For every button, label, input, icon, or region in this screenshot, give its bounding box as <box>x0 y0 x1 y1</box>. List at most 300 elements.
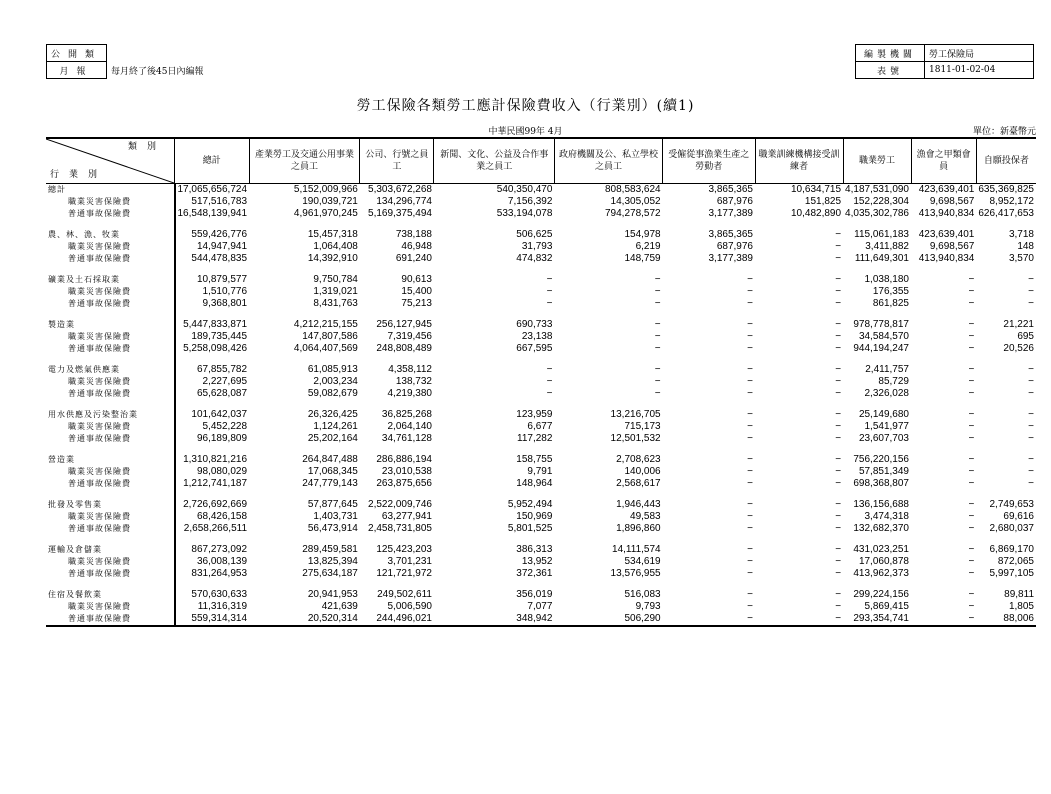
table-cell: 121,721,972 <box>376 568 432 579</box>
table-cell: 5,997,105 <box>989 568 1034 579</box>
spacer-cell <box>175 535 1037 544</box>
table-cell: − <box>747 568 753 579</box>
spacer-row <box>46 400 1036 409</box>
corner-header <box>46 138 175 184</box>
table-cell: − <box>747 523 753 534</box>
table-cell: 98,080,029 <box>175 466 250 478</box>
table-cell: − <box>835 466 842 477</box>
table-cell: − <box>968 556 975 567</box>
table-cell: − <box>968 343 975 354</box>
currency-unit: 單位：新臺幣元 <box>972 127 1036 137</box>
table-cell: − <box>968 409 975 420</box>
table-cell: 68,426,158 <box>175 511 250 523</box>
table-cell: 423,639,401 <box>918 229 975 240</box>
table-cell: 2,749,653 <box>989 499 1034 510</box>
spacer-cell <box>175 265 1037 274</box>
table-cell: 190,039,721 <box>302 196 358 207</box>
table-cell: − <box>968 544 975 555</box>
table-cell: 57,877,645 <box>307 499 358 510</box>
table-cell: 9,698,567 <box>929 241 975 252</box>
column-header: 產業勞工及交通公用事業之員工 <box>249 138 360 184</box>
table-cell: 150,969 <box>516 511 553 522</box>
table-cell: 3,718 <box>1008 229 1034 240</box>
table-cell: 635,369,825 <box>978 184 1034 195</box>
table-row <box>46 241 1036 253</box>
table-cell: 134,296,774 <box>376 196 432 207</box>
column-header: 職業訓練機構接受訓練者 <box>755 138 843 184</box>
premium-type-label: 職業災害保險費 <box>68 332 131 341</box>
table-cell: − <box>835 556 842 567</box>
table-row <box>46 601 1036 613</box>
table-cell: 1,124,261 <box>313 421 358 432</box>
table-cell: − <box>968 523 975 534</box>
table-cell: − <box>1028 454 1034 465</box>
table-cell: 21,221 <box>1003 319 1034 330</box>
meta-value: 每月終了後45日內編報 <box>107 62 836 79</box>
spacer-cell <box>175 580 1037 589</box>
table-cell: − <box>747 298 753 309</box>
premium-type-label: 普通事故保險費 <box>68 479 131 488</box>
table-cell: 6,677 <box>527 421 553 432</box>
table-cell: − <box>968 364 975 375</box>
table-cell: − <box>835 376 842 387</box>
group-total-row <box>46 229 1036 241</box>
table-cell: 698,368,807 <box>853 478 909 489</box>
table-cell: 111,649,301 <box>854 253 909 264</box>
table-cell: 861,825 <box>872 298 909 309</box>
spacer-cell <box>46 310 175 319</box>
table-cell: 10,482,890 <box>790 208 842 219</box>
table-cell: 1,212,741,187 <box>175 478 250 490</box>
table-cell: 61,085,913 <box>307 364 358 375</box>
table-cell: − <box>654 274 661 285</box>
table-cell: 4,219,380 <box>387 388 432 399</box>
spacer-row <box>46 355 1036 364</box>
table-cell: − <box>1028 364 1034 375</box>
table-cell: − <box>968 466 975 477</box>
table-cell: − <box>546 298 553 309</box>
table-cell: 1,038,180 <box>864 274 909 285</box>
table-cell: 34,761,128 <box>381 433 432 444</box>
table-cell: 9,793 <box>635 601 661 612</box>
table-cell: − <box>747 319 753 330</box>
table-cell: 8,952,172 <box>989 196 1034 207</box>
table-cell: − <box>747 286 753 297</box>
table-cell: − <box>835 229 842 240</box>
table-cell: 31,793 <box>521 241 553 252</box>
table-cell: 9,750,784 <box>313 274 358 285</box>
table-cell: 944,194,247 <box>853 343 909 354</box>
table-cell: − <box>835 343 842 354</box>
table-cell: 286,886,194 <box>376 454 432 465</box>
table-cell: 3,570 <box>1008 253 1034 264</box>
table-cell: − <box>747 364 753 375</box>
table-cell: 386,313 <box>516 544 553 555</box>
table-cell: 148,759 <box>624 253 661 264</box>
table-cell: − <box>835 511 842 522</box>
table-cell: − <box>835 433 842 444</box>
table-cell: 474,832 <box>516 253 553 264</box>
table-cell: − <box>1028 376 1034 387</box>
table-cell: 695 <box>1017 331 1034 342</box>
premium-type-label: 普通事故保險費 <box>68 344 131 353</box>
table-cell: 2,522,009,746 <box>368 499 432 510</box>
premium-type-label: 職業災害保險費 <box>68 422 131 431</box>
table-cell: 2,726,692,669 <box>175 499 250 511</box>
table-cell: 101,642,037 <box>175 409 250 421</box>
table-cell: 808,583,624 <box>604 184 661 195</box>
table-cell: 14,947,941 <box>175 241 250 253</box>
table-cell: − <box>968 433 975 444</box>
premium-type-label: 職業災害保險費 <box>68 197 131 206</box>
table-cell: 1,064,408 <box>313 241 358 252</box>
spacer-row <box>46 445 1036 454</box>
table-cell: − <box>835 274 842 285</box>
table-cell: 57,851,349 <box>858 466 909 477</box>
table-row <box>46 388 1036 400</box>
table-cell: − <box>546 274 553 285</box>
table-cell: 570,630,633 <box>175 589 250 601</box>
table-cell: 738,188 <box>395 229 432 240</box>
meta-value: 1811-01-02-04 <box>925 62 1034 79</box>
group-total-row <box>46 319 1036 331</box>
spacer-cell <box>175 490 1037 499</box>
table-row <box>46 466 1036 478</box>
table-cell: 5,447,833,871 <box>175 319 250 331</box>
table-cell: − <box>835 601 842 612</box>
table-cell: − <box>747 331 753 342</box>
table-cell: 123,959 <box>516 409 553 420</box>
table-cell: − <box>1028 298 1034 309</box>
table-cell: − <box>654 286 661 297</box>
group-total-row <box>46 364 1036 376</box>
table-cell: 5,169,375,494 <box>368 208 432 219</box>
meta-key: 公開類 <box>47 45 107 62</box>
table-cell: 831,264,953 <box>175 568 250 580</box>
table-cell: − <box>835 544 842 555</box>
table-cell: − <box>835 253 842 264</box>
spacer-row <box>46 310 1036 319</box>
table-cell: 4,035,302,786 <box>845 208 909 219</box>
table-row <box>46 376 1036 388</box>
table-cell: 2,064,140 <box>387 421 432 432</box>
table-cell: 117,282 <box>517 433 553 444</box>
meta-key: 編製機關 <box>856 45 925 62</box>
industry-label: 用水供應及污染整治業 <box>48 410 138 419</box>
table-cell: − <box>835 286 842 297</box>
table-cell: 2,458,731,805 <box>368 523 432 534</box>
meta-left-table <box>46 44 835 79</box>
premium-type-label: 普通事故保險費 <box>68 209 131 218</box>
table-cell: 421,639 <box>321 601 358 612</box>
table-cell: 4,212,215,155 <box>293 319 358 330</box>
table-cell: − <box>654 319 661 330</box>
table-cell: − <box>1028 466 1034 477</box>
spacer-cell <box>46 220 175 229</box>
table-cell: 356,019 <box>516 589 553 600</box>
corner-category-label: 類別 <box>127 142 166 152</box>
premium-type-label: 普通事故保險費 <box>68 254 131 263</box>
meta-right-table <box>855 44 1034 79</box>
table-cell: − <box>968 454 975 465</box>
premium-type-label: 普通事故保險費 <box>68 389 131 398</box>
column-header: 自願投保者 <box>976 138 1036 184</box>
table-cell: 88,006 <box>976 613 1036 626</box>
meta-key: 表號 <box>856 62 925 79</box>
table-cell: − <box>1028 478 1034 489</box>
table-cell: − <box>546 388 553 399</box>
table-cell: 3,177,389 <box>708 253 753 264</box>
table-cell: 275,634,187 <box>302 568 358 579</box>
table-cell: 691,240 <box>395 253 432 264</box>
premium-type-label: 職業災害保險費 <box>68 377 131 386</box>
table-cell: − <box>1028 286 1034 297</box>
table-cell: 516,083 <box>624 589 661 600</box>
table-cell: − <box>747 499 753 510</box>
table-cell: 6,219 <box>635 241 661 252</box>
table-row <box>46 196 1036 208</box>
table-cell: 46,948 <box>401 241 432 252</box>
spacer-cell <box>175 400 1037 409</box>
table-cell: 540,350,470 <box>496 184 553 195</box>
table-cell: 1,310,821,216 <box>175 454 250 466</box>
table-cell: − <box>1028 274 1034 285</box>
premium-type-label: 普通事故保險費 <box>68 524 131 533</box>
table-cell: 506,290 <box>554 613 662 626</box>
table-cell: 147,807,586 <box>302 331 358 342</box>
table-cell: 125,423,203 <box>376 544 432 555</box>
table-cell: 36,825,268 <box>381 409 432 420</box>
premium-type-label: 職業災害保險費 <box>68 557 131 566</box>
table-cell: − <box>911 613 976 626</box>
table-cell: − <box>835 241 842 252</box>
table-cell: 25,149,680 <box>858 409 909 420</box>
table-cell: − <box>755 613 843 626</box>
table-cell: 75,213 <box>401 298 432 309</box>
industry-label: 礦業及土石採取業 <box>48 275 120 284</box>
table-row <box>46 331 1036 343</box>
table-cell: 2,658,266,511 <box>175 523 250 535</box>
table-cell: 23,138 <box>521 331 553 342</box>
table-cell: 2,411,757 <box>865 364 909 375</box>
table-cell: 140,006 <box>624 466 661 477</box>
column-header: 總計 <box>175 138 250 184</box>
table-cell: 533,194,078 <box>496 208 553 219</box>
table-cell: 9,791 <box>527 466 553 477</box>
spacer-cell <box>175 310 1037 319</box>
table-row <box>46 478 1036 490</box>
column-header: 職業勞工 <box>843 138 911 184</box>
table-cell: 132,682,370 <box>853 523 909 534</box>
table-row <box>46 421 1036 433</box>
group-total-row <box>46 274 1036 286</box>
table-cell: 7,156,392 <box>507 196 553 207</box>
table-cell: 687,976 <box>716 196 753 207</box>
table-cell: 13,952 <box>521 556 553 567</box>
table-row <box>46 433 1036 445</box>
table-cell: 56,473,914 <box>307 523 358 534</box>
table-cell: 244,496,021 <box>360 613 434 626</box>
table-cell: 23,010,538 <box>381 466 432 477</box>
table-cell: − <box>968 286 975 297</box>
group-total-row <box>46 544 1036 556</box>
table-cell: − <box>747 433 753 444</box>
table-cell: 17,068,345 <box>307 466 358 477</box>
table-cell: 1,896,860 <box>616 523 661 534</box>
table-cell: 14,392,910 <box>307 253 358 264</box>
table-cell: − <box>654 331 661 342</box>
table-cell: − <box>747 376 753 387</box>
table-cell: 85,729 <box>878 376 909 387</box>
header-row <box>46 138 1036 184</box>
table-cell: − <box>747 466 753 477</box>
table-cell: 2,568,617 <box>616 478 661 489</box>
table-cell: − <box>747 589 753 600</box>
table-cell: − <box>747 511 753 522</box>
table-cell: 2,708,623 <box>616 454 661 465</box>
table-cell: 2,326,028 <box>864 388 909 399</box>
table-cell: 2,003,234 <box>313 376 358 387</box>
spacer-cell <box>175 355 1037 364</box>
spacer-cell <box>46 400 175 409</box>
table-cell: 14,305,052 <box>610 196 661 207</box>
table-cell: 154,978 <box>624 229 661 240</box>
table-cell: 3,865,365 <box>708 184 753 195</box>
table-cell: − <box>654 343 661 354</box>
premium-type-label: 普通事故保險費 <box>46 613 175 626</box>
table-cell: 3,411,882 <box>865 241 909 252</box>
table-cell: 299,224,156 <box>853 589 909 600</box>
industry-label: 運輸及倉儲業 <box>48 545 102 554</box>
table-cell: 794,278,572 <box>604 208 661 219</box>
table-cell: 263,875,656 <box>376 478 432 489</box>
industry-label: 總計 <box>48 185 66 194</box>
table-cell: − <box>835 499 842 510</box>
table-cell: 9,698,567 <box>929 196 975 207</box>
meta-value <box>107 45 836 62</box>
table-cell: 867,273,092 <box>175 544 250 556</box>
table-cell: − <box>747 544 753 555</box>
table-cell: 5,869,415 <box>864 601 909 612</box>
premium-type-label: 職業災害保險費 <box>68 512 131 521</box>
table-cell: 559,426,776 <box>175 229 250 241</box>
page-title: 勞工保險各類勞工應計保險費收入（行業別）(續1) <box>356 98 695 114</box>
table-cell: − <box>968 319 975 330</box>
spacer-row <box>46 490 1036 499</box>
table-cell: − <box>835 331 842 342</box>
table-cell: 138,732 <box>395 376 432 387</box>
table-cell: 11,316,319 <box>175 601 250 613</box>
table-cell: 5,452,228 <box>175 421 250 433</box>
table-cell: 4,358,112 <box>388 364 432 375</box>
table-cell: 423,639,401 <box>918 184 975 195</box>
table-cell: 1,319,021 <box>313 286 358 297</box>
table-cell: 4,187,531,090 <box>845 184 909 195</box>
table-cell: − <box>747 478 753 489</box>
table-cell: 5,152,009,966 <box>293 184 358 195</box>
table-cell: 5,258,098,426 <box>175 343 250 355</box>
table-cell: 413,962,373 <box>853 568 909 579</box>
industry-label: 電力及燃氣供應業 <box>48 365 120 374</box>
report-period: 中華民國99年 4月 <box>488 127 563 137</box>
premium-type-label: 職業災害保險費 <box>68 467 131 476</box>
table-cell: 148 <box>1017 241 1034 252</box>
industry-label: 批發及零售業 <box>48 500 102 509</box>
table-cell: 3,474,318 <box>864 511 909 522</box>
premium-type-label: 普通事故保險費 <box>68 434 131 443</box>
table-cell: 14,111,574 <box>612 544 661 555</box>
table-cell: 248,808,489 <box>376 343 432 354</box>
table-cell: 13,825,394 <box>307 556 358 567</box>
table-cell: 1,541,977 <box>864 421 909 432</box>
table-row <box>46 556 1036 568</box>
table-cell: 17,060,878 <box>858 556 909 567</box>
table-cell: 59,082,679 <box>307 388 358 399</box>
table-cell: 2,680,037 <box>989 523 1034 534</box>
group-total-row <box>46 184 1036 197</box>
table-cell: − <box>654 376 661 387</box>
table-cell: 148,964 <box>516 478 553 489</box>
table-row <box>46 511 1036 523</box>
column-header: 受僱從事漁業生產之勞動者 <box>663 138 755 184</box>
table-cell: − <box>968 388 975 399</box>
table-cell: 13,576,955 <box>610 568 661 579</box>
table-cell: − <box>968 568 975 579</box>
industry-label: 住宿及餐飲業 <box>48 590 102 599</box>
table-row <box>46 523 1036 535</box>
table-cell: 115,061,183 <box>854 229 909 240</box>
industry-label: 營造業 <box>48 455 75 464</box>
table-cell: 189,735,445 <box>175 331 250 343</box>
spacer-row <box>46 220 1036 229</box>
table-cell: − <box>747 409 753 420</box>
table-row <box>46 253 1036 265</box>
industry-label: 農、林、漁、牧業 <box>48 230 120 239</box>
table-cell: − <box>747 601 753 612</box>
table-row <box>46 613 1036 626</box>
table-cell: 3,865,365 <box>708 229 753 240</box>
group-total-row <box>46 589 1036 601</box>
table-cell: − <box>1028 421 1034 432</box>
table-cell: − <box>835 589 842 600</box>
table-cell: − <box>747 388 753 399</box>
table-cell: 559,314,314 <box>175 613 250 626</box>
table-cell: − <box>1028 409 1034 420</box>
table-cell: − <box>546 364 553 375</box>
table-cell: 69,616 <box>1003 511 1034 522</box>
table-cell: − <box>968 478 975 489</box>
table-cell: 10,634,715 <box>790 184 842 195</box>
table-cell: 626,417,653 <box>978 208 1034 219</box>
table-cell: 534,619 <box>624 556 661 567</box>
spacer-cell <box>46 355 175 364</box>
table-cell: 96,189,809 <box>175 433 250 445</box>
table-cell: − <box>968 421 975 432</box>
industry-label: 製造業 <box>48 320 75 329</box>
spacer-cell <box>46 580 175 589</box>
premium-type-label: 普通事故保險費 <box>68 569 131 578</box>
table-row <box>46 286 1036 298</box>
spacer-row <box>46 580 1036 589</box>
table-cell: 4,064,407,569 <box>293 343 358 354</box>
table-cell: − <box>654 388 661 399</box>
table-cell: 7,077 <box>527 601 553 612</box>
table-cell: 413,940,834 <box>918 253 975 264</box>
table-cell: 151,825 <box>804 196 842 207</box>
table-row <box>46 343 1036 355</box>
table-cell: − <box>835 523 842 534</box>
table-cell: 249,502,611 <box>377 589 432 600</box>
